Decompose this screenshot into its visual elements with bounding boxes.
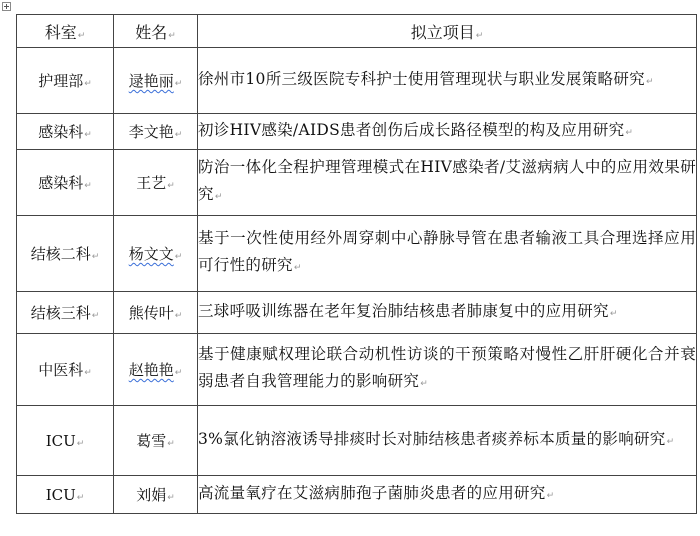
dept-cell <box>17 334 114 406</box>
table-row <box>17 150 697 216</box>
cell-end-mark: ↵ <box>77 30 86 41</box>
name-cell <box>114 406 198 476</box>
cell-end-mark: ↵ <box>645 76 654 87</box>
name-cell <box>114 114 198 150</box>
cell-end-mark: ↵ <box>475 30 484 41</box>
name-text: 王艺 <box>136 174 167 192</box>
name-cell <box>114 334 198 406</box>
table-row <box>17 48 697 114</box>
dept-text: 结核二科 <box>30 245 91 263</box>
name-text: 逯艳丽 <box>128 72 174 90</box>
cell-end-mark: ↵ <box>167 493 175 503</box>
project-text: 基于健康赋权理论联合动机性访谈的干预策略对慢性乙肝肝硬化合并衰弱患者自我管理能力的影响研究 <box>198 345 696 390</box>
cell-end-mark: ↵ <box>174 368 183 378</box>
cell-end-mark: ↵ <box>609 308 618 319</box>
cell-end-mark: ↵ <box>167 439 175 449</box>
project-cell <box>198 48 697 114</box>
name-text: 熊传叶 <box>128 304 174 322</box>
table-row <box>17 406 697 476</box>
dept-text: 结核三科 <box>30 304 91 322</box>
cell-end-mark: ↵ <box>167 181 175 191</box>
table-move-handle[interactable] <box>2 2 11 11</box>
project-text: 高流量氧疗在艾滋病肺孢子菌肺炎患者的应用研究 <box>198 483 546 502</box>
project-text: 3%氯化钠溶液诱导排痰时长对肺结核患者痰养标本质量的影响研究 <box>198 429 666 448</box>
dept-cell <box>17 150 114 216</box>
header-dept <box>17 15 114 48</box>
header-project <box>198 15 697 48</box>
cell-end-mark: ↵ <box>174 252 183 262</box>
name-cell <box>114 216 198 292</box>
cell-end-mark: ↵ <box>546 490 555 501</box>
cell-end-mark: ↵ <box>84 181 92 191</box>
cell-end-mark: ↵ <box>84 79 92 89</box>
cell-end-mark: ↵ <box>76 492 85 503</box>
project-text: 徐州市10所三级医院专科护士使用管理现状与职业发展策略研究 <box>198 69 645 88</box>
name-cell <box>114 150 198 216</box>
table-row <box>17 292 697 334</box>
dept-cell <box>17 476 114 514</box>
table-row <box>17 114 697 150</box>
project-cell <box>198 216 697 292</box>
cell-end-mark: ↵ <box>91 311 100 321</box>
cell-end-mark: ↵ <box>84 130 92 140</box>
table-row <box>17 216 697 292</box>
dept-text: ICU <box>45 431 76 450</box>
table-row <box>17 476 697 514</box>
table-header-row <box>17 15 697 48</box>
cell-end-mark: ↵ <box>84 368 92 378</box>
header-name <box>114 15 198 48</box>
project-cell <box>198 406 697 476</box>
project-text: 三球呼吸训练器在老年复治肺结核患者肺康复中的应用研究 <box>198 301 609 320</box>
project-text: 基于一次性使用经外周穿刺中心静脉导管在患者输液工具合理选择应用可行性的研究 <box>198 229 696 274</box>
cell-end-mark: ↵ <box>174 130 183 140</box>
dept-cell <box>17 406 114 476</box>
name-text: 葛雪 <box>136 432 167 450</box>
project-cell <box>198 334 697 406</box>
dept-text: 感染科 <box>38 174 84 192</box>
project-cell <box>198 150 697 216</box>
cell-end-mark: ↵ <box>168 30 176 41</box>
header-project-label: 拟立项目 <box>410 22 475 42</box>
dept-text: 感染科 <box>38 123 84 141</box>
name-text: 刘娟 <box>136 486 167 504</box>
dept-cell <box>17 48 114 114</box>
project-cell <box>198 114 697 150</box>
cell-end-mark: ↵ <box>76 438 85 449</box>
cell-end-mark: ↵ <box>174 311 183 321</box>
cell-end-mark: ↵ <box>625 127 634 138</box>
table-row <box>17 334 697 406</box>
dept-cell <box>17 216 114 292</box>
dept-text: 护理部 <box>38 72 84 90</box>
name-text: 杨文文 <box>128 245 174 263</box>
dept-cell <box>17 292 114 334</box>
cell-end-mark: ↵ <box>293 263 302 273</box>
name-cell <box>114 48 198 114</box>
name-cell <box>114 476 198 514</box>
project-cell <box>198 292 697 334</box>
cell-end-mark: ↵ <box>214 192 223 202</box>
name-text: 李文艳 <box>128 123 174 141</box>
project-cell <box>198 476 697 514</box>
dept-text: 中医科 <box>38 361 84 379</box>
dept-cell <box>17 114 114 150</box>
cell-end-mark: ↵ <box>666 436 675 447</box>
project-text: 初诊HIV感染/AIDS患者创伤后成长路径模型的构及应用研究 <box>198 120 625 139</box>
header-name-label: 姓名 <box>135 22 168 42</box>
cell-end-mark: ↵ <box>420 379 429 389</box>
cell-end-mark: ↵ <box>174 79 183 89</box>
header-dept-label: 科室 <box>44 22 77 42</box>
project-table <box>16 14 697 514</box>
name-cell <box>114 292 198 334</box>
dept-text: ICU <box>45 485 76 504</box>
name-text: 赵艳艳 <box>128 361 174 379</box>
cell-end-mark: ↵ <box>91 252 100 262</box>
project-text: 防治一体化全程护理管理模式在HIV感染者/艾滋病病人中的应用效果研究 <box>198 158 696 203</box>
